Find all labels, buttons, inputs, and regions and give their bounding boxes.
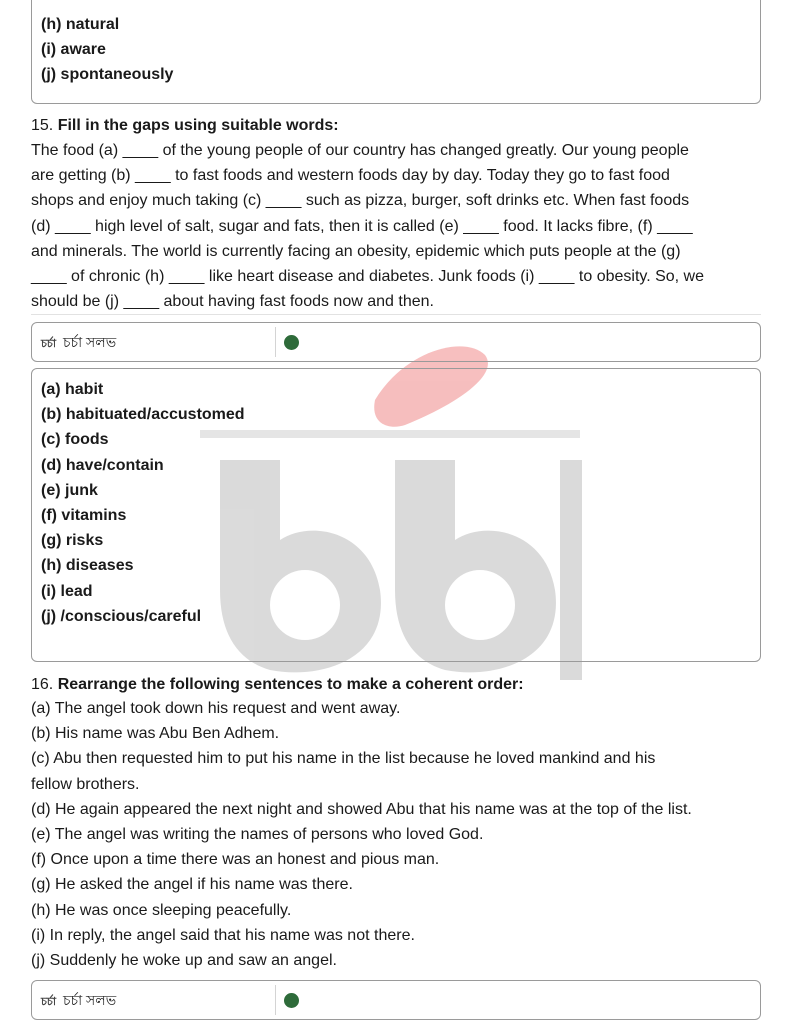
solve-toggle-q16[interactable] <box>31 980 761 1020</box>
list-item: (g) risks <box>41 532 104 550</box>
answers-list <box>41 377 245 629</box>
passage-line: shops and enjoy much taking (c) ____ such as pizza, burger, soft drinks etc. When fast foods <box>31 192 690 210</box>
list-item: fellow brothers. <box>31 775 140 793</box>
list-item: (j) /conscious/careful <box>41 607 202 625</box>
question-number: 15. <box>31 117 54 134</box>
status-dot-icon <box>284 335 299 350</box>
solve-label: চর্চা চর্চা সলভ <box>41 333 116 353</box>
passage-line: The food (a) ____ of the young people of our country has changed greatly. Our young people <box>31 142 689 159</box>
question-15-passage <box>31 138 761 314</box>
divider <box>275 327 276 357</box>
list-item: (f) vitamins <box>41 507 127 525</box>
question-instruction: Fill in the gaps using suitable words: <box>57 117 339 134</box>
list-item: (i) lead <box>41 582 93 600</box>
passage-line: ____ of chronic (h) ____ like heart disease and diabetes. Junk foods (i) ____ to obesity. So, we <box>31 268 704 286</box>
list-item: (g) He asked the angel if his name was there. <box>31 876 353 894</box>
list-item: (h) natural <box>41 16 120 33</box>
question-number: 16. <box>31 676 54 693</box>
passage-line: and minerals. The world is currently facing an obesity, epidemic which puts people at the (g) <box>31 242 681 260</box>
list-item: (h) diseases <box>41 557 134 575</box>
list-item: (f) Once upon a time there was an honest and pious man. <box>31 851 440 869</box>
list-item: (a) The angel took down his request and went away. <box>31 700 401 717</box>
list-item: (b) habituated/accustomed <box>41 406 245 424</box>
charcha-logo-icon: চর্চা <box>41 996 57 1008</box>
list-item: (h) He was once sleeping peacefully. <box>31 901 292 919</box>
list-item: (c) Abu then requested him to put his name in the list because he loved mankind and his <box>31 750 656 768</box>
question-16-sentences <box>31 696 761 973</box>
solve-toggle-q15[interactable] <box>31 322 761 362</box>
list-item: (c) foods <box>41 431 109 449</box>
list-item: (i) In reply, the angel said that his name was not there. <box>31 926 415 944</box>
answers-box-q15 <box>31 368 761 662</box>
passage-line: (d) ____ high level of salt, sugar and fats, then it is called (e) ____ food. It lacks fibre, (f) ____ <box>31 217 693 235</box>
question-instruction: Rearrange the following sentences to make a coherent order: <box>57 676 524 693</box>
list-item: (j) spontaneously <box>41 66 174 84</box>
list-item: (d) He again appeared the next night and showed Abu that his name was at the top of the list. <box>31 800 692 818</box>
list-item: (e) junk <box>41 481 98 499</box>
status-dot-icon <box>284 993 299 1008</box>
list-item: (d) have/contain <box>41 456 164 474</box>
divider <box>275 985 276 1015</box>
passage-line: are getting (b) ____ to fast foods and western foods day by day. Today they go to fast food <box>31 167 670 185</box>
solve-label: চর্চা চর্চা সলভ <box>41 991 116 1011</box>
list-item: (a) habit <box>41 381 104 398</box>
question-15-title <box>31 113 339 138</box>
list-item: (j) Suddenly he woke up and saw an angel. <box>31 952 337 970</box>
previous-answers-box <box>31 0 761 104</box>
question-16-title <box>31 672 524 697</box>
list-item: (i) aware <box>41 41 106 59</box>
previous-answers-list <box>41 12 173 88</box>
list-item: (b) His name was Abu Ben Adhem. <box>31 725 280 743</box>
divider <box>31 314 761 315</box>
list-item: (e) The angel was writing the names of persons who loved God. <box>31 826 484 844</box>
charcha-logo-icon: চর্চা <box>41 338 57 350</box>
passage-line: should be (j) ____ about having fast foods now and then. <box>31 293 434 311</box>
